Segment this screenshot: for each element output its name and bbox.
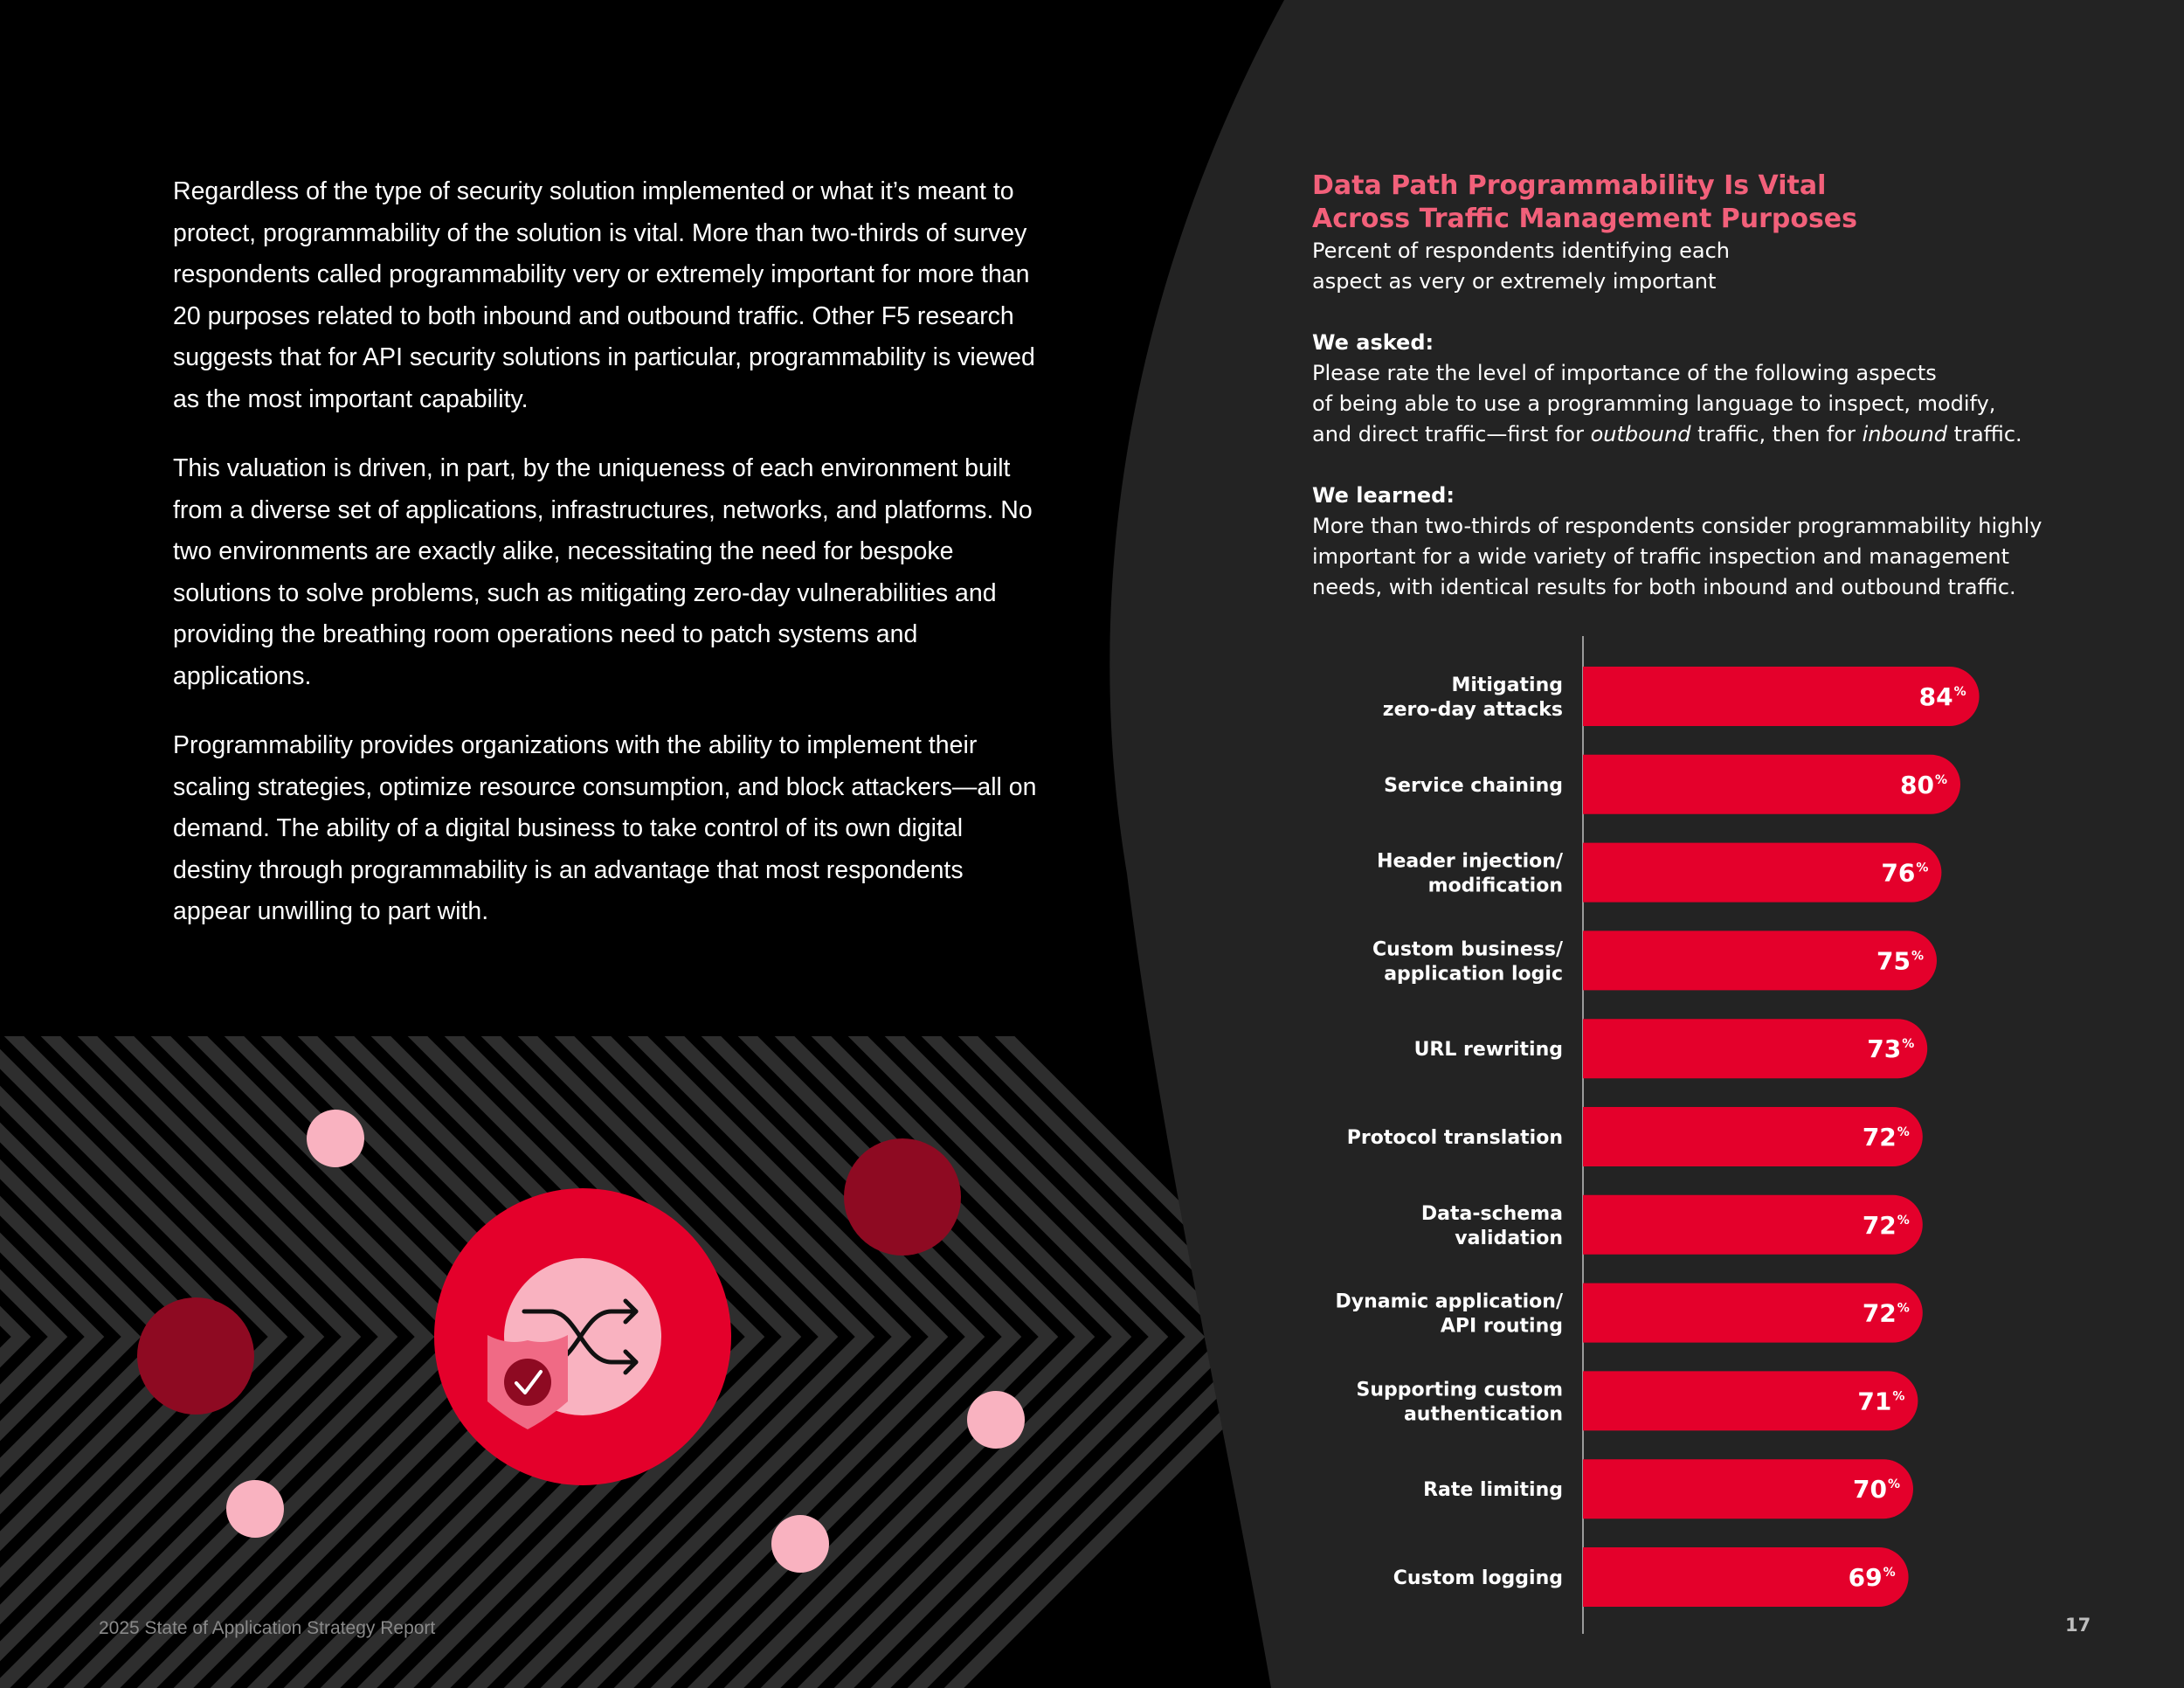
bar-category-label: modification — [1427, 875, 1563, 897]
bar-value-label: 76 — [1881, 858, 1916, 888]
bar-value-unit: % — [1902, 1037, 1915, 1052]
bar-value-label: 72 — [1862, 1210, 1897, 1240]
asked-text-span: traffic, then for — [1690, 422, 1863, 446]
asked-emphasis: outbound — [1590, 422, 1691, 446]
asked-text-span: and direct traffic—first for — [1312, 422, 1591, 446]
bar-category-label: API routing — [1440, 1315, 1563, 1338]
chart-title-line: Data Path Programmability Is Vital — [1312, 170, 1827, 201]
chart-title-line: Across Traffic Management Purposes — [1312, 204, 1858, 234]
bar-value-label: 72 — [1862, 1123, 1897, 1152]
bar-value-unit: % — [1888, 1477, 1901, 1492]
bar-row — [1383, 667, 1980, 726]
asked-line: Please rate the level of importance of the following aspects — [1312, 361, 1937, 385]
bar-value-label: 72 — [1862, 1298, 1897, 1328]
bar-category-label: Service chaining — [1384, 774, 1563, 797]
bar-value-unit: % — [1883, 1566, 1896, 1580]
body-paragraph: Regardless of the type of security solution implemented or what it’s meant to protect, programmability of the solution is vital. More than two-thirds of survey respondents called programmability very or extremely important for more than 20 purposes related to both inbound and outbound traffic. Other F5 research suggests that for API security solutions in particular, programmability is viewed as the most important capability. — [173, 177, 1035, 413]
learned-line: More than two-thirds of respondents consider programmability highly — [1312, 514, 2042, 538]
bar-series — [1336, 667, 1980, 1607]
bar-value-label: 73 — [1867, 1034, 1902, 1064]
bar-category-label: application logic — [1384, 963, 1563, 986]
bar-category-label: Protocol translation — [1346, 1127, 1563, 1149]
chart-subtitle-line: aspect as very or extremely important — [1312, 269, 1717, 294]
bar-category-label: authentication — [1403, 1403, 1563, 1426]
bar-value-label: 80 — [1900, 770, 1934, 799]
bar-category-label: Custom logging — [1393, 1567, 1563, 1589]
bar-row — [1377, 843, 1941, 903]
bar-row — [1357, 1371, 1918, 1430]
bar-row — [1414, 1019, 1928, 1078]
body-paragraph: Programmability provides organizations with the ability to implement their scaling strategies, optimize resource consumption, and block attackers—all on demand. The ability of a digital business to take control of its own digital destiny through programmability is an advantage that most respondents appear unwilling to part with. — [173, 731, 1037, 925]
bar-row — [1372, 930, 1937, 990]
learned-heading: We learned: — [1312, 483, 1455, 508]
chart-subtitle-line: Percent of respondents identifying each — [1312, 239, 1730, 263]
bar-category-label: URL rewriting — [1413, 1039, 1563, 1062]
bar-value-unit: % — [1953, 685, 1966, 699]
bar-category-label: Supporting custom — [1356, 1379, 1563, 1401]
bar-value-unit: % — [1897, 1301, 1910, 1316]
learned-line: important for a wide variety of traffic inspection and management — [1312, 544, 2010, 569]
body-paragraph: This valuation is driven, in part, by the uniqueness of each environment built from a diverse set of applications, infrastructures, networks, and platforms. No two environments are exactly alike, necessitating the need for bespoke solutions to solve problems, such as mitigating zero-day vulnerabilities and providing the breathing room operations need to patch systems and applications. — [173, 454, 1033, 690]
asked-emphasis: inbound — [1862, 422, 1948, 446]
bar-value-unit: % — [1897, 1213, 1910, 1228]
bar-row — [1347, 1107, 1923, 1166]
asked-text-span: traffic. — [1947, 422, 2022, 446]
bar-category-label: zero-day attacks — [1382, 699, 1563, 721]
bar-row — [1393, 1547, 1909, 1607]
page-number: 17 — [2065, 1615, 2091, 1636]
bar-value-unit: % — [1897, 1125, 1910, 1139]
bar-value-unit: % — [1892, 1389, 1905, 1404]
bar-value-label: 69 — [1848, 1563, 1883, 1592]
bar-category-label: Rate limiting — [1423, 1479, 1563, 1502]
bar-value-unit: % — [1935, 772, 1948, 787]
footer-report-title: 2025 State of Application Strategy Report — [99, 1618, 436, 1638]
asked-line: of being able to use a programming language to inspect, modify, — [1312, 391, 1996, 416]
bar-value-label: 84 — [1918, 682, 1953, 711]
asked-heading: We asked: — [1312, 330, 1434, 355]
bar-value-unit: % — [1911, 949, 1925, 964]
bar-row — [1336, 1283, 1923, 1343]
bar-category-label: Custom business/ — [1372, 938, 1563, 961]
bar-category-label: validation — [1455, 1227, 1563, 1249]
bar-category-label: Header injection/ — [1377, 850, 1563, 873]
bar-row — [1423, 1459, 1913, 1519]
bar-value-label: 70 — [1853, 1475, 1887, 1505]
bar-category-label: Mitigating — [1451, 675, 1563, 696]
bar-category-label: Dynamic application/ — [1335, 1290, 1563, 1313]
bar-value-label: 71 — [1857, 1387, 1892, 1416]
learned-line: needs, with identical results for both inbound and outbound traffic. — [1312, 575, 2016, 599]
bar-row — [1384, 755, 1960, 814]
bar-row — [1421, 1195, 1923, 1255]
bar-value-unit: % — [1916, 861, 1929, 875]
bar-value-label: 75 — [1876, 946, 1911, 976]
bar-category-label: Data-schema — [1420, 1202, 1563, 1225]
